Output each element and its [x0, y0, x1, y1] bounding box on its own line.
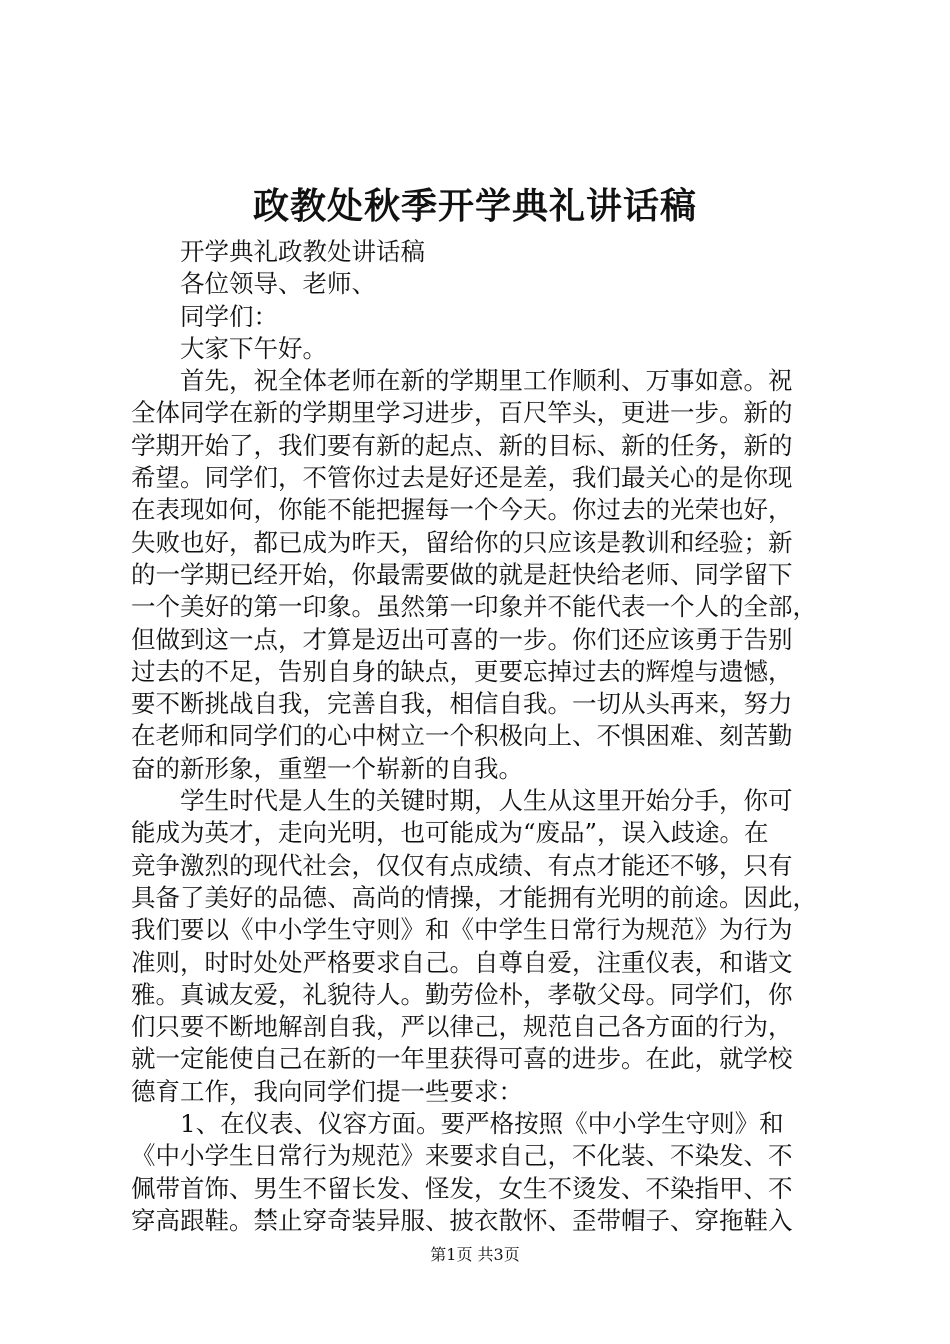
text-line: 全体同学在新的学期里学习进步，百尺竿头，更进一步。新的 [131, 398, 793, 428]
text-line: 我们要以《中小学生守则》和《中学生日常行为规范》为行为 [131, 915, 793, 945]
text-line: 奋的新形象，重塑一个崭新的自我。 [131, 753, 523, 783]
text-line: 学期开始了，我们要有新的起点、新的目标、新的任务，新的 [131, 430, 793, 460]
text-line: 穿高跟鞋。禁止穿奇装异服、披衣散怀、歪带帽子、穿拖鞋入 [131, 1205, 793, 1235]
text-line: 1、在仪表、仪容方面。要严格按照《中小学生守则》和 [180, 1109, 784, 1139]
text-line: 首先，祝全体老师在新的学期里工作顺利、万事如意。祝 [180, 366, 793, 396]
text-line: 的一学期已经开始，你最需要做的就是赶快给老师、同学留下 [131, 559, 793, 589]
text-line: 但做到这一点，才算是迈出可喜的一步。你们还应该勇于告别 [131, 624, 793, 654]
text-line: 失败也好，都已成为昨天，留给你的只应该是教训和经验；新 [131, 527, 793, 557]
text-line: 在老师和同学们的心中树立一个积极向上、不惧困难、刻苦勤 [131, 721, 793, 751]
text-line: 佩带首饰、男生不留长发、怪发，女生不烫发、不染指甲、不 [131, 1173, 793, 1203]
text-line: 开学典礼政教处讲话稿 [180, 237, 425, 266]
text-line: 竞争激烈的现代社会，仅仅有点成绩、有点才能还不够，只有 [131, 850, 793, 880]
text-line: 学生时代是人生的关键时期，人生从这里开始分手，你可 [180, 786, 793, 816]
document-body [131, 236, 831, 1237]
text-line: 希望。同学们，不管你过去是好还是差，我们最关心的是你现 [131, 463, 793, 493]
text-line: 们只要不断地解剖自我，严以律己，规范自己各方面的行为， [131, 1012, 793, 1042]
text-line: 各位领导、老师、 [180, 269, 376, 299]
text-line: 能成为英才，走向光明，也可能成为“废品”，误入歧途。在 [131, 818, 769, 848]
text-line: 就一定能使自己在新的一年里获得可喜的进步。在此，就学校 [131, 1044, 793, 1074]
text-line: 同学们： [180, 301, 278, 331]
text-line: 雅。真诚友爱，礼貌待人。勤劳俭朴，孝敬父母。同学们，你 [131, 979, 793, 1009]
text-line: 大家下午好。 [180, 333, 327, 363]
text-line: 过去的不足，告别自身的缺点，更要忘掉过去的辉煌与遗憾， [131, 656, 793, 686]
text-line: 德育工作，我向同学们提一些要求： [131, 1076, 523, 1106]
text-line: 一个美好的第一印象。虽然第一印象并不能代表一个人的全部， [131, 592, 817, 622]
text-line: 《中小学生日常行为规范》来要求自己，不化装、不染发、不 [131, 1141, 793, 1171]
text-line: 准则，时时处处严格要求自己。自尊自爱，注重仪表，和谐文 [131, 947, 793, 977]
text-line: 在表现如何，你能不能把握每一个今天。你过去的光荣也好， [131, 495, 793, 525]
text-line: 具备了美好的品德、高尚的情操，才能拥有光明的前途。因此， [131, 882, 817, 912]
text-line: 要不断挑战自我，完善自我，相信自我。一切从头再来，努力 [131, 689, 793, 719]
document-title: 政教处秋季开学典礼讲话稿 [252, 186, 697, 227]
page-footer: 第1页 共3页 [430, 1245, 520, 1264]
